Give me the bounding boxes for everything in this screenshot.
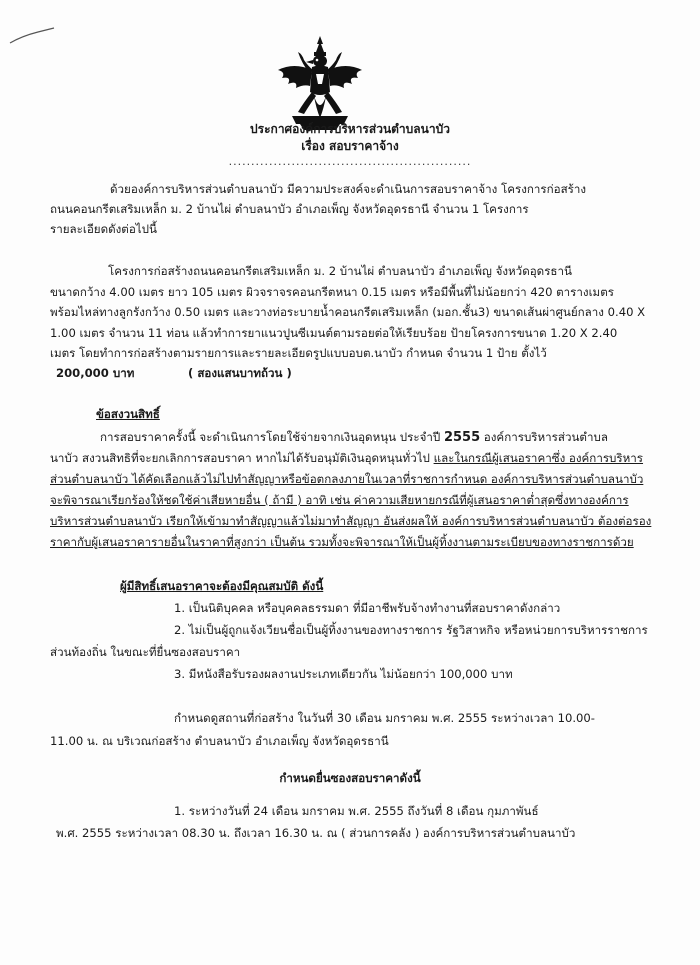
garuda-emblem-icon [272,34,368,132]
reservation-line-2: นาบัว สงวนสิทธิที่จะยกเลิกการสอบราคา หากไม่ได้รับอนุมัติเงินอุดหนุนทั่วไป และในกรณีผู้เสนอราคาซึ่ง องค์การบริหาร [50,451,644,465]
site-visit-line-1: กำหนดดูสถานที่ก่อสร้าง ในวันที่ 30 เดือน มกราคม พ.ศ. 2555 ระหว่างเวลา 10.00- [174,711,595,725]
reservation-year: 2555 [443,430,481,445]
intro-line-2: ถนนคอนกรีตเสริมเหล็ก ม. 2 บ้านไผ่ ตำบลนาบัว อำเภอเพ็ญ จังหวัดอุดรธานี จำนวน 1 โครงการ [50,202,529,216]
reservation-line-5: บริหารส่วนตำบลนาบัว เรียกให้เข้ามาทำสัญญาแล้วไม่มาทำสัญญา อันส่งผลให้ องค์การบริหารส่วนตำบลนาบัว ต้องต่อรอง [50,514,652,528]
qualification-item-2: 2. ไม่เป็นผู้ถูกแจ้งเวียนชื่อเป็นผู้ทิ้งงานของทางราชการ รัฐวิสาหกิจ หรือหน่วยการบริหารราชการ [174,623,648,637]
reservation-line-2-underlined: และในกรณีผู้เสนอราคาซึ่ง องค์การบริหาร [433,451,644,465]
intro-line-1: ด้วยองค์การบริหารส่วนตำบลนาบัว มีความประสงค์จะดำเนินการสอบราคาจ้าง โครงการก่อสร้าง [110,182,587,196]
project-line-5: เมตร โดยทำการก่อสร้างตามรายการและรายละเอียดรูปแบบอบต.นาบัว กำหนด จำนวน 1 ป้าย ตั้งไว้ [50,346,547,360]
qualifications-heading: ผู้มีสิทธิ์เสนอราคาจะต้องมีคุณสมบัติ ดังนี้ [120,579,324,593]
intro-line-3: รายละเอียดดังต่อไปนี้ [50,222,157,236]
site-visit-line-2: 11.00 น. ณ บริเวณก่อสร้าง ตำบลนาบัว อำเภอเพ็ญ จังหวัดอุดรธานี [50,734,389,748]
submission-line-1: 1. ระหว่างวันที่ 24 เดือน มกราคม พ.ศ. 2555 ถึงวันที่ 8 เดือน กุมภาพันธ์ [174,804,539,818]
reservation-line-1: การสอบราคาครั้งนี้ จะดำเนินการโดยใช้จ่ายจากเงินอุดหนุน ประจำปี 2555 องค์การบริหารส่วนตำบล [100,430,608,445]
project-line-4: 1.00 เมตร จำนวน 11 ท่อน แล้วทำการยาแนวปูนซีเมนต์ตามรอยต่อให้เรียบร้อย ป้ายโครงการขนาด 1.20 X 2.40 [50,326,618,340]
reservation-heading: ข้อสงวนสิทธิ์ [96,407,160,421]
announcement-title: ประกาศองค์การบริหารส่วนตำบลนาบัว [250,122,450,136]
reservation-line-4: จะพิจารณาเรียกร้องให้ชดใช้ค่าเสียหายอื่น ( ถ้ามี ) อาทิ เช่น ค่าความเสียหายกรณีที่ผู้เสนอราคาต่ำสุดซึ่งทางองค์การ [50,493,629,507]
dotted-separator: ...................................................... [228,155,472,168]
qualification-item-2-cont: ส่วนท้องถิ่น ในขณะที่ยื่นซองสอบราคา [50,645,241,659]
qualification-item-1: 1. เป็นนิติบุคคล หรือบุคคลธรรมดา ที่มีอาชีพรับจ้างทำงานที่สอบราคาดังกล่าว [174,601,561,615]
submission-line-2: พ.ศ. 2555 ระหว่างเวลา 08.30 น. ถึงเวลา 16.30 น. ณ ( ส่วนการคลัง ) องค์การบริหารส่วนตำบลนาบัว [56,826,576,840]
reservation-line-6: ราคากับผู้เสนอราคารายอื่นในราคาที่สูงกว่า เป็นต้น รวมทั้งจะพิจารณาให้เป็นผู้ทิ้งงานตามระเบียบของทางราชการด้วย [50,535,634,549]
reservation-line-3: ส่วนตำบลนาบัว ได้คัดเลือกแล้วไม่ไปทำสัญญาหรือข้อตกลงภายในเวลาที่ราชการกำหนด องค์การบริหารส่วนตำบลนาบัว [50,472,644,486]
project-line-1: โครงการก่อสร้างถนนคอนกรีตเสริมเหล็ก ม. 2 บ้านไผ่ ตำบลนาบัว อำเภอเพ็ญ จังหวัดอุดรธานี [108,264,572,278]
budget-amount: 200,000 บาท [56,366,135,380]
announcement-subject: เรื่อง สอบราคาจ้าง [301,139,399,153]
project-line-2: ขนาดกว้าง 4.00 เมตร ยาว 105 เมตร ผิวจราจรคอนกรีตหนา 0.15 เมตร หรือมีพื้นที่ไม่น้อยกว่า 420 ตารางเมตร [50,285,614,299]
pen-stroke-mark [8,26,56,46]
qualification-item-3: 3. มีหนังสือรับรองผลงานประเภทเดียวกัน ไม่น้อยกว่า 100,000 บาท [174,667,513,681]
submission-heading: กำหนดยื่นซองสอบราคาดังนี้ [279,771,421,785]
budget-amount-text: ( สองแสนบาทถ้วน ) [188,366,292,380]
project-line-3: พร้อมไหล่ทางลูกรังกว้าง 0.50 เมตร และวางท่อระบายน้ำคอนกรีตเสริมเหล็ก (มอก.ชั้น3) ขนาดเส้นผ่าศูนย์กลาง 0.40 X [50,305,646,319]
